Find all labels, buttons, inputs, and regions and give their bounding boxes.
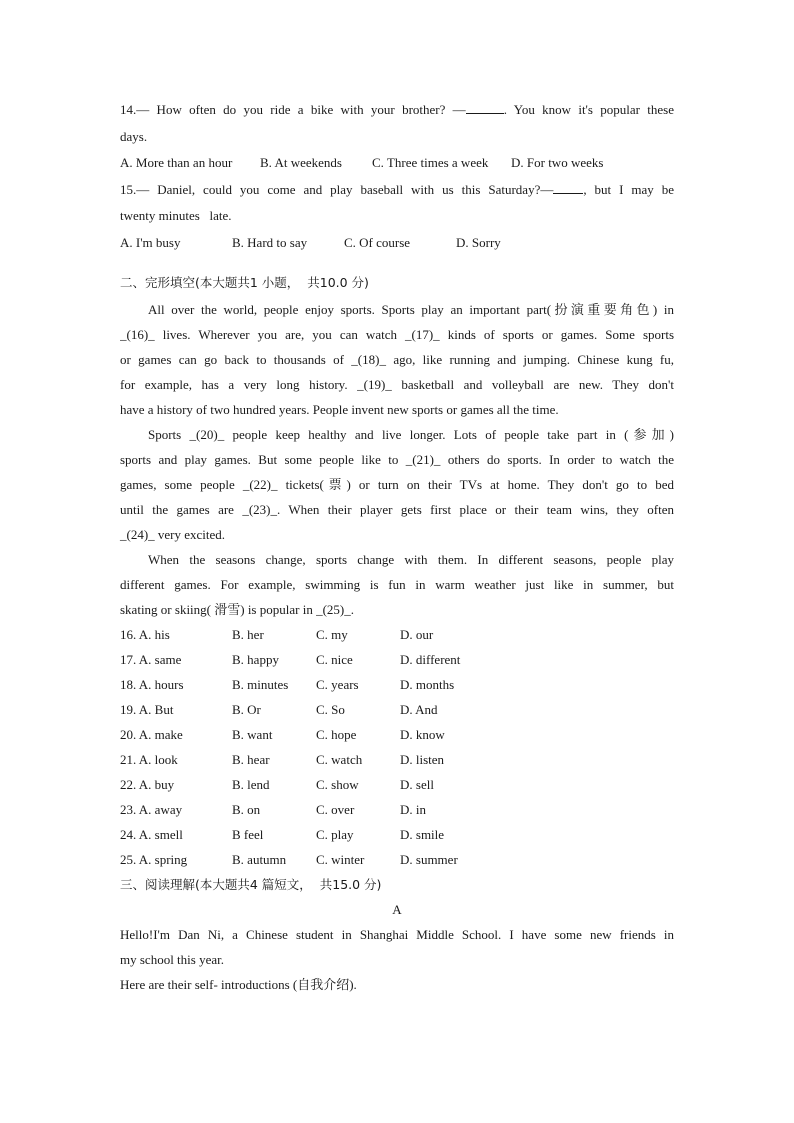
option-row-24 xyxy=(120,822,674,847)
q15-line-2: twenty minutes late. xyxy=(120,208,232,223)
option-row-23 xyxy=(120,797,674,822)
option-d: D. And xyxy=(400,701,438,717)
option-c: C. over xyxy=(316,801,355,817)
passage-line: for example, has a very long history. _(19)_ basketball and volleyball are new. They don't xyxy=(120,376,674,392)
cloze-options xyxy=(120,622,674,872)
passage-line: skating or skiing( 滑雪) is popular in _(25)_. xyxy=(120,601,354,617)
option-d: D. listen xyxy=(400,751,445,767)
q14-stem-b: . You know it's popular these xyxy=(503,102,674,117)
option-b: B. autumn xyxy=(232,851,287,867)
option-d: D. different xyxy=(400,651,461,667)
passage-line: until the games are _(23)_. When their player gets first place or their team wins, they often xyxy=(120,501,674,517)
option-a: 24. A. smell xyxy=(120,826,183,842)
option-d: D. sell xyxy=(400,776,434,792)
reading-line: Hello!I'm Dan Ni, a Chinese student in Shanghai Middle School. I have some new friends in xyxy=(120,926,674,942)
option-row-16 xyxy=(120,622,674,647)
q15-option-c: C. Of course xyxy=(344,234,411,250)
option-a: 20. A. make xyxy=(120,726,183,742)
passage-line: _(16)_ lives. Wherever you are, you can watch _(17)_ kinds of sports or games. Some sports xyxy=(120,326,674,342)
option-c: C. hope xyxy=(316,726,357,742)
passage-line: or games can go back to thousands of _(18)_ ago, like running and jumping. Chinese kung fu, xyxy=(120,351,674,367)
option-a: 17. A. same xyxy=(120,651,182,667)
option-c: C. my xyxy=(316,626,348,642)
option-a: 25. A. spring xyxy=(120,851,188,867)
option-c: C. watch xyxy=(316,751,363,767)
spacer xyxy=(120,256,674,270)
q14-line-1 xyxy=(120,97,674,124)
option-d: D. smile xyxy=(400,826,445,842)
cloze-passage xyxy=(120,297,674,622)
option-d: D. in xyxy=(400,801,426,817)
option-row-19 xyxy=(120,697,674,722)
option-a: 18. A. hours xyxy=(120,676,184,692)
option-d: D. know xyxy=(400,726,445,742)
option-b: B. minutes xyxy=(232,676,289,692)
option-d: D. summer xyxy=(400,851,458,867)
section3-heading: 三、阅读理解(本大题共4 篇短文， 共15.0 分) xyxy=(120,876,382,892)
q14-option-a: A. More than an hour xyxy=(120,155,233,170)
option-row-25 xyxy=(120,847,674,872)
option-b: B. Or xyxy=(232,701,261,717)
option-row-21 xyxy=(120,747,674,772)
q14-line-2: days. xyxy=(120,128,148,144)
q15-option-b: B. Hard to say xyxy=(232,234,308,250)
option-a: 19. A. But xyxy=(120,701,174,717)
option-row-18 xyxy=(120,672,674,697)
option-b: B. lend xyxy=(232,776,270,792)
option-c: C. winter xyxy=(316,851,365,867)
q14-options xyxy=(120,150,674,177)
option-row-20 xyxy=(120,722,674,747)
passage-line: All over the world, people enjoy sports. Sports play an important part(扮演重要角色) in xyxy=(148,301,674,317)
reading-line: my school this year. xyxy=(120,951,224,967)
q14-answer-blank xyxy=(466,101,504,114)
passage-line: games, some people _(22)_ tickets(票) or turn on their TVs at home. They don't go to bed xyxy=(120,476,674,492)
q15-stem-b: , but I may be xyxy=(583,181,674,197)
option-a: 21. A. look xyxy=(120,751,178,767)
part-label: A xyxy=(392,901,402,917)
option-a: 22. A. buy xyxy=(120,776,175,792)
option-row-17 xyxy=(120,647,674,672)
option-d: D. months xyxy=(400,676,455,692)
option-c: C. show xyxy=(316,776,359,792)
reading-line: Here are their self- introductions (自我介绍). xyxy=(120,976,357,992)
passage-line: Sports _(20)_ people keep healthy and live longer. Lots of people take part in (参加) xyxy=(148,426,674,442)
passage-line: have a history of two hundred years. People invent new sports or games all the time. xyxy=(120,401,559,417)
passage-line: _(24)_ very excited. xyxy=(120,526,226,542)
option-d: D. our xyxy=(400,626,434,642)
option-c: C. years xyxy=(316,676,359,692)
q14-option-d: D. For two weeks xyxy=(511,155,604,170)
option-b: B. happy xyxy=(232,651,279,667)
q15-options xyxy=(120,230,674,257)
option-c: C. play xyxy=(316,826,354,842)
option-b: B. hear xyxy=(232,751,270,767)
passage-line: sports and play games. But some people like to _(21)_ others do sports. In order to watch the xyxy=(120,451,674,467)
option-b: B feel xyxy=(232,826,264,842)
option-c: C. So xyxy=(316,701,345,717)
option-c: C. nice xyxy=(316,651,353,667)
option-b: B. her xyxy=(232,626,264,642)
q15-answer-blank xyxy=(553,181,583,194)
option-row-22 xyxy=(120,772,674,797)
q15-line-1 xyxy=(120,177,674,204)
q14-option-b: B. At weekends xyxy=(260,155,342,170)
passage-line: different games. For example, swimming is fun in warm weather just like in summer, but xyxy=(120,576,674,592)
passage-line: When the seasons change, sports change with them. In different seasons, people play xyxy=(148,551,674,567)
option-b: B. want xyxy=(232,726,273,742)
exam-page xyxy=(120,97,674,997)
option-a: 23. A. away xyxy=(120,801,183,817)
section2-heading: 二、完形填空(本大题共1 小题， 共10.0 分) xyxy=(120,275,369,290)
q15-stem-a: 15.— Daniel, could you come and play baseball with us this Saturday?— xyxy=(120,181,554,197)
q14-option-c: C. Three times a week xyxy=(372,155,489,170)
option-a: 16. A. his xyxy=(120,626,170,642)
option-b: B. on xyxy=(232,801,261,817)
q15-option-d: D. Sorry xyxy=(456,234,501,250)
q15-option-a: A. I'm busy xyxy=(120,234,181,250)
q14-stem-a: 14.— How often do you ride a bike with your brother? — xyxy=(120,102,466,117)
